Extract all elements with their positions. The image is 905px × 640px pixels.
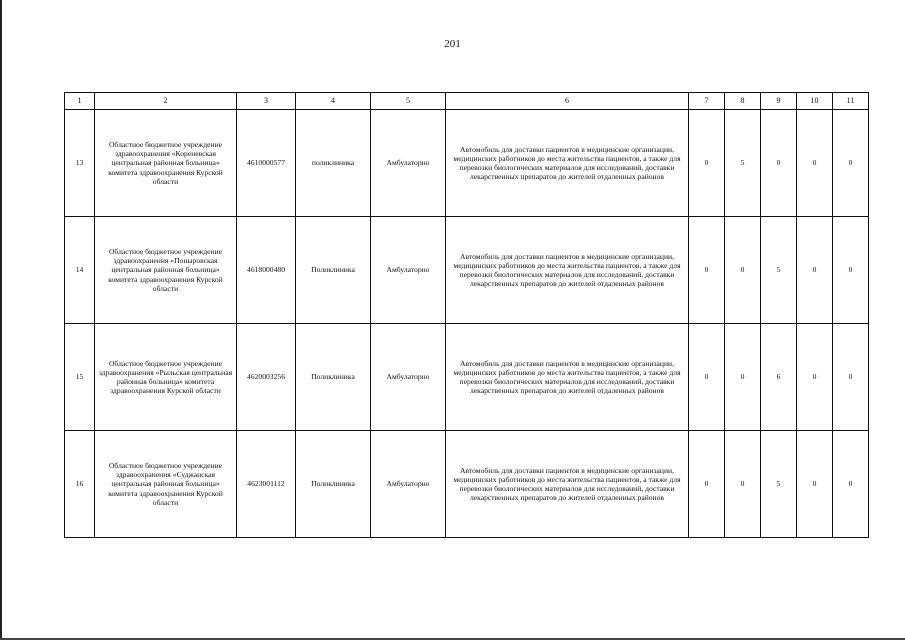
organization-code: 4623001112 [237, 431, 296, 538]
value-cell: 0 [797, 217, 833, 324]
value-cell: 0 [689, 431, 725, 538]
vehicle-purpose: Автомобиль для доставки пациентов в медицинские организации, медицинских работников до места жительства пациентов, а также для перевозки биологических материалов для исследований, доставки лекарственных препаратов до жителей отдаленных районов [446, 217, 689, 324]
column-header: 8 [725, 93, 761, 110]
table-row [65, 324, 869, 431]
value-cell: 0 [689, 324, 725, 431]
column-header: 4 [296, 93, 371, 110]
value-cell: 5 [761, 217, 797, 324]
vehicle-purpose: Автомобиль для доставки пациентов в медицинские организации, медицинских работников до места жительства пациентов, а также для перевозки биологических материалов для исследований, доставки лекарственных препаратов до жителей отдаленных районов [446, 110, 689, 217]
page-number: 201 [444, 38, 461, 50]
column-header: 1 [65, 93, 95, 110]
column-header: 9 [761, 93, 797, 110]
column-header: 11 [833, 93, 869, 110]
value-cell: 0 [797, 324, 833, 431]
value-cell: 0 [761, 110, 797, 217]
value-cell: 0 [833, 217, 869, 324]
column-header: 3 [237, 93, 296, 110]
vehicle-purpose: Автомобиль для доставки пациентов в медицинские организации, медицинских работников до места жительства пациентов, а также для перевозки биологических материалов для исследований, доставки лекарственных препаратов до жителей отдаленных районов [446, 431, 689, 538]
vehicle-purpose: Автомобиль для доставки пациентов в медицинские организации, медицинских работников до места жительства пациентов, а также для перевозки биологических материалов для исследований, доставки лекарственных препаратов до жителей отдаленных районов [446, 324, 689, 431]
organization-name: Областное бюджетное учреждение здравоохранения «Суджанская центральная районная больница» комитета здравоохранения Курской области [95, 431, 237, 538]
table-header-row [65, 93, 869, 110]
value-cell: 5 [725, 110, 761, 217]
row-number: 14 [65, 217, 95, 324]
value-cell: 0 [689, 217, 725, 324]
row-number: 16 [65, 431, 95, 538]
value-cell: 0 [725, 217, 761, 324]
column-header: 10 [797, 93, 833, 110]
value-cell: 0 [689, 110, 725, 217]
organization-name: Областное бюджетное учреждение здравоохранения «Поныровская центральная районная больница» комитета здравоохранения Курской области [95, 217, 237, 324]
facility-type: поликлиника [296, 110, 371, 217]
value-cell: 0 [725, 324, 761, 431]
organization-code: 4618000480 [237, 217, 296, 324]
facility-type: Поликлиника [296, 324, 371, 431]
care-condition: Амбулаторно [371, 431, 446, 538]
value-cell: 0 [797, 110, 833, 217]
organization-name: Областное бюджетное учреждение здравоохранения «Рыльская центральная районная больница» комитета здравоохранения Курской области [95, 324, 237, 431]
organization-code: 4620003256 [237, 324, 296, 431]
column-header: 7 [689, 93, 725, 110]
table-row [65, 110, 869, 217]
data-table [64, 92, 869, 538]
value-cell: 0 [833, 431, 869, 538]
organization-name: Областное бюджетное учреждение здравоохранения «Кореневская центральная районная больница» комитета здравоохранения Курской области [95, 110, 237, 217]
value-cell: 6 [761, 324, 797, 431]
scan-edge-left [0, 0, 2, 640]
table-row [65, 431, 869, 538]
column-header: 2 [95, 93, 237, 110]
row-number: 15 [65, 324, 95, 431]
facility-type: Поликлиника [296, 217, 371, 324]
table-row [65, 217, 869, 324]
value-cell: 0 [833, 110, 869, 217]
care-condition: Амбулаторно [371, 110, 446, 217]
row-number: 13 [65, 110, 95, 217]
value-cell: 0 [797, 431, 833, 538]
column-header: 6 [446, 93, 689, 110]
value-cell: 0 [833, 324, 869, 431]
care-condition: Амбулаторно [371, 217, 446, 324]
organization-code: 4610000577 [237, 110, 296, 217]
value-cell: 0 [725, 431, 761, 538]
value-cell: 5 [761, 431, 797, 538]
column-header: 5 [371, 93, 446, 110]
facility-type: Поликлиника [296, 431, 371, 538]
care-condition: Амбулаторно [371, 324, 446, 431]
